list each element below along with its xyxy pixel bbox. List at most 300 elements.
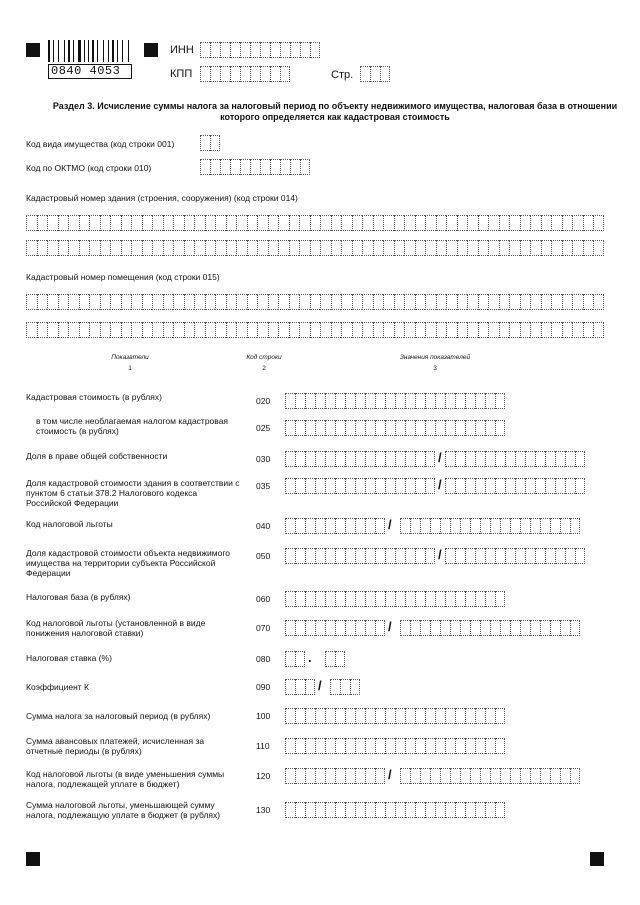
cell[interactable] [475, 420, 485, 436]
cell[interactable] [352, 215, 363, 231]
cell[interactable] [325, 548, 335, 564]
cell[interactable] [478, 322, 489, 338]
cell[interactable] [295, 548, 305, 564]
cell[interactable] [500, 620, 510, 636]
cell[interactable] [495, 802, 505, 818]
cell[interactable] [285, 548, 295, 564]
row-field-090-part2[interactable] [330, 679, 360, 695]
cell[interactable] [58, 294, 69, 310]
cell[interactable] [375, 451, 385, 467]
cell[interactable] [285, 708, 295, 724]
cell[interactable] [278, 322, 289, 338]
building-cadastral-field-2[interactable] [26, 240, 604, 256]
cell[interactable] [295, 393, 305, 409]
cell[interactable] [295, 679, 305, 695]
cell[interactable] [583, 322, 594, 338]
cell[interactable] [260, 66, 270, 82]
cell[interactable] [550, 620, 560, 636]
row-field-110[interactable] [285, 738, 505, 754]
cell[interactable] [163, 240, 174, 256]
cell[interactable] [210, 159, 220, 175]
cell[interactable] [310, 240, 321, 256]
cell[interactable] [335, 548, 345, 564]
cell[interactable] [520, 768, 530, 784]
cell[interactable] [163, 294, 174, 310]
cell[interactable] [310, 42, 320, 58]
cell[interactable] [215, 240, 226, 256]
cell[interactable] [335, 738, 345, 754]
cell[interactable] [415, 322, 426, 338]
row-field-030-part1[interactable] [285, 451, 435, 467]
cell[interactable] [352, 294, 363, 310]
cell[interactable] [488, 294, 499, 310]
cell[interactable] [355, 478, 365, 494]
cell[interactable] [505, 548, 515, 564]
cell[interactable] [415, 738, 425, 754]
cell[interactable] [475, 738, 485, 754]
cell[interactable] [200, 42, 210, 58]
cell[interactable] [295, 451, 305, 467]
cell[interactable] [300, 42, 310, 58]
cell[interactable] [415, 802, 425, 818]
cell[interactable] [505, 451, 515, 467]
cell[interactable] [467, 240, 478, 256]
cell[interactable] [295, 708, 305, 724]
cell[interactable] [305, 393, 315, 409]
cell[interactable] [365, 518, 375, 534]
cell[interactable] [593, 215, 604, 231]
cell[interactable] [26, 215, 37, 231]
cell[interactable] [295, 651, 305, 667]
cell[interactable] [572, 240, 583, 256]
cell[interactable] [450, 768, 460, 784]
inn-field[interactable] [200, 42, 320, 58]
cell[interactable] [173, 240, 184, 256]
cell[interactable] [285, 420, 295, 436]
cell[interactable] [345, 708, 355, 724]
cell[interactable] [290, 42, 300, 58]
cell[interactable] [385, 591, 395, 607]
cell[interactable] [509, 294, 520, 310]
cell[interactable] [380, 66, 390, 82]
cell[interactable] [485, 802, 495, 818]
cell[interactable] [435, 393, 445, 409]
cell[interactable] [415, 478, 425, 494]
cell[interactable] [285, 478, 295, 494]
cell[interactable] [173, 322, 184, 338]
cell[interactable] [435, 591, 445, 607]
cell[interactable] [285, 738, 295, 754]
cell[interactable] [315, 768, 325, 784]
cell[interactable] [345, 620, 355, 636]
cell[interactable] [415, 708, 425, 724]
cell[interactable] [335, 518, 345, 534]
cell[interactable] [550, 518, 560, 534]
cell[interactable] [425, 322, 436, 338]
cell[interactable] [315, 738, 325, 754]
cell[interactable] [485, 420, 495, 436]
cell[interactable] [355, 591, 365, 607]
cell[interactable] [89, 240, 100, 256]
cell[interactable] [383, 294, 394, 310]
cell[interactable] [485, 548, 495, 564]
cell[interactable] [278, 240, 289, 256]
cell[interactable] [457, 322, 468, 338]
cell[interactable] [572, 322, 583, 338]
cell[interactable] [355, 620, 365, 636]
cell[interactable] [257, 215, 268, 231]
cell[interactable] [420, 620, 430, 636]
cell[interactable] [278, 294, 289, 310]
cell[interactable] [395, 478, 405, 494]
cell[interactable] [68, 215, 79, 231]
cell[interactable] [465, 393, 475, 409]
cell[interactable] [236, 322, 247, 338]
cell[interactable] [395, 451, 405, 467]
row-field-120-part2[interactable] [400, 768, 580, 784]
cell[interactable] [551, 240, 562, 256]
cell[interactable] [345, 768, 355, 784]
cell[interactable] [465, 548, 475, 564]
cell[interactable] [205, 322, 216, 338]
cell[interactable] [405, 708, 415, 724]
cell[interactable] [270, 42, 280, 58]
cell[interactable] [100, 294, 111, 310]
cell[interactable] [355, 802, 365, 818]
cell[interactable] [415, 451, 425, 467]
cell[interactable] [593, 240, 604, 256]
cell[interactable] [325, 802, 335, 818]
cell[interactable] [478, 215, 489, 231]
cell[interactable] [530, 240, 541, 256]
cell[interactable] [142, 215, 153, 231]
cell[interactable] [315, 393, 325, 409]
cell[interactable] [250, 42, 260, 58]
cell[interactable] [404, 240, 415, 256]
cell[interactable] [446, 294, 457, 310]
cell[interactable] [435, 420, 445, 436]
cell[interactable] [470, 620, 480, 636]
cell[interactable] [445, 478, 455, 494]
cell[interactable] [68, 322, 79, 338]
cell[interactable] [395, 708, 405, 724]
cell[interactable] [210, 66, 220, 82]
cell[interactable] [485, 393, 495, 409]
cell[interactable] [131, 322, 142, 338]
cell[interactable] [425, 240, 436, 256]
cell[interactable] [345, 478, 355, 494]
cell[interactable] [295, 518, 305, 534]
cell[interactable] [545, 548, 555, 564]
row-field-080-part2[interactable] [325, 651, 345, 667]
cell[interactable] [236, 294, 247, 310]
cell[interactable] [475, 451, 485, 467]
cell[interactable] [365, 620, 375, 636]
cell[interactable] [47, 294, 58, 310]
cell[interactable] [535, 451, 545, 467]
cell[interactable] [435, 802, 445, 818]
cell[interactable] [593, 322, 604, 338]
cell[interactable] [404, 322, 415, 338]
cell[interactable] [285, 768, 295, 784]
cell[interactable] [345, 802, 355, 818]
cell[interactable] [194, 294, 205, 310]
cell[interactable] [570, 518, 580, 534]
cell[interactable] [465, 420, 475, 436]
page-number-field[interactable] [360, 66, 390, 82]
row-field-070-part2[interactable] [400, 620, 580, 636]
cell[interactable] [37, 215, 48, 231]
cell[interactable] [205, 215, 216, 231]
cell[interactable] [289, 322, 300, 338]
cell[interactable] [345, 591, 355, 607]
cell[interactable] [583, 240, 594, 256]
cell[interactable] [47, 322, 58, 338]
cell[interactable] [545, 478, 555, 494]
cell[interactable] [331, 294, 342, 310]
cell[interactable] [299, 322, 310, 338]
cell[interactable] [445, 420, 455, 436]
cell[interactable] [446, 240, 457, 256]
cell[interactable] [551, 294, 562, 310]
cell[interactable] [385, 548, 395, 564]
cell[interactable] [405, 393, 415, 409]
cell[interactable] [445, 548, 455, 564]
cell[interactable] [315, 548, 325, 564]
cell[interactable] [236, 240, 247, 256]
cell[interactable] [490, 518, 500, 534]
cell[interactable] [110, 322, 121, 338]
cell[interactable] [345, 451, 355, 467]
row-field-030-part2[interactable] [445, 451, 585, 467]
cell[interactable] [110, 294, 121, 310]
cell[interactable] [455, 708, 465, 724]
cell[interactable] [375, 708, 385, 724]
cell[interactable] [555, 478, 565, 494]
row-field-040-part2[interactable] [400, 518, 580, 534]
cell[interactable] [425, 451, 435, 467]
cell[interactable] [440, 768, 450, 784]
cell[interactable] [445, 591, 455, 607]
cell[interactable] [305, 420, 315, 436]
cell[interactable] [562, 294, 573, 310]
cell[interactable] [515, 548, 525, 564]
cell[interactable] [467, 294, 478, 310]
cell[interactable] [430, 768, 440, 784]
cell[interactable] [226, 322, 237, 338]
cell[interactable] [455, 548, 465, 564]
cell[interactable] [405, 548, 415, 564]
cell[interactable] [247, 240, 258, 256]
cell[interactable] [478, 294, 489, 310]
cell[interactable] [110, 215, 121, 231]
cell[interactable] [425, 215, 436, 231]
cell[interactable] [465, 478, 475, 494]
cell[interactable] [575, 548, 585, 564]
cell[interactable] [555, 451, 565, 467]
cell[interactable] [268, 322, 279, 338]
cell[interactable] [268, 294, 279, 310]
cell[interactable] [446, 215, 457, 231]
cell[interactable] [360, 66, 370, 82]
cell[interactable] [325, 451, 335, 467]
cell[interactable] [410, 768, 420, 784]
cell[interactable] [270, 159, 280, 175]
cell[interactable] [446, 322, 457, 338]
cell[interactable] [370, 66, 380, 82]
cell[interactable] [131, 294, 142, 310]
cell[interactable] [285, 802, 295, 818]
cell[interactable] [365, 548, 375, 564]
cell[interactable] [305, 591, 315, 607]
cell[interactable] [404, 215, 415, 231]
cell[interactable] [362, 240, 373, 256]
cell[interactable] [540, 768, 550, 784]
cell[interactable] [236, 215, 247, 231]
cell[interactable] [305, 679, 315, 695]
cell[interactable] [26, 240, 37, 256]
row-field-050-part1[interactable] [285, 548, 435, 564]
cell[interactable] [335, 620, 345, 636]
cell[interactable] [325, 620, 335, 636]
cell[interactable] [583, 215, 594, 231]
cell[interactable] [100, 240, 111, 256]
cell[interactable] [430, 620, 440, 636]
cell[interactable] [89, 215, 100, 231]
cell[interactable] [425, 591, 435, 607]
cell[interactable] [355, 708, 365, 724]
cell[interactable] [345, 548, 355, 564]
cell[interactable] [550, 768, 560, 784]
cell[interactable] [488, 240, 499, 256]
cell[interactable] [405, 420, 415, 436]
cell[interactable] [335, 451, 345, 467]
cell[interactable] [285, 393, 295, 409]
row-field-050-part2[interactable] [445, 548, 585, 564]
cell[interactable] [575, 478, 585, 494]
cell[interactable] [365, 591, 375, 607]
cell[interactable] [495, 451, 505, 467]
cell[interactable] [375, 548, 385, 564]
cell[interactable] [341, 240, 352, 256]
cell[interactable] [305, 708, 315, 724]
cell[interactable] [385, 738, 395, 754]
cell[interactable] [565, 478, 575, 494]
cell[interactable] [593, 294, 604, 310]
cell[interactable] [515, 451, 525, 467]
cell[interactable] [305, 451, 315, 467]
cell[interactable] [37, 322, 48, 338]
cell[interactable] [467, 322, 478, 338]
cell[interactable] [285, 451, 295, 467]
cell[interactable] [320, 294, 331, 310]
cell[interactable] [335, 768, 345, 784]
cell[interactable] [325, 591, 335, 607]
cell[interactable] [425, 738, 435, 754]
cell[interactable] [200, 66, 210, 82]
cell[interactable] [420, 518, 430, 534]
cell[interactable] [310, 215, 321, 231]
cell[interactable] [400, 620, 410, 636]
cell[interactable] [58, 215, 69, 231]
cell[interactable] [436, 215, 447, 231]
cell[interactable] [373, 215, 384, 231]
cell[interactable] [499, 215, 510, 231]
cell[interactable] [515, 478, 525, 494]
cell[interactable] [295, 802, 305, 818]
cell[interactable] [385, 478, 395, 494]
cell[interactable] [435, 708, 445, 724]
cell[interactable] [315, 420, 325, 436]
cell[interactable] [250, 66, 260, 82]
cell[interactable] [325, 768, 335, 784]
cell[interactable] [79, 240, 90, 256]
property-type-field[interactable] [200, 135, 220, 151]
row-field-080-part1[interactable] [285, 651, 305, 667]
cell[interactable] [152, 294, 163, 310]
cell[interactable] [345, 393, 355, 409]
cell[interactable] [215, 215, 226, 231]
cell[interactable] [184, 215, 195, 231]
cell[interactable] [295, 591, 305, 607]
cell[interactable] [467, 215, 478, 231]
cell[interactable] [470, 768, 480, 784]
cell[interactable] [375, 620, 385, 636]
cell[interactable] [465, 451, 475, 467]
cell[interactable] [89, 322, 100, 338]
row-field-070-part1[interactable] [285, 620, 385, 636]
cell[interactable] [495, 393, 505, 409]
cell[interactable] [365, 802, 375, 818]
cell[interactable] [565, 451, 575, 467]
cell[interactable] [305, 548, 315, 564]
cell[interactable] [415, 294, 426, 310]
cell[interactable] [163, 215, 174, 231]
cell[interactable] [289, 215, 300, 231]
cell[interactable] [289, 240, 300, 256]
cell[interactable] [110, 240, 121, 256]
cell[interactable] [485, 591, 495, 607]
cell[interactable] [510, 518, 520, 534]
cell[interactable] [545, 451, 555, 467]
cell[interactable] [455, 591, 465, 607]
cell[interactable] [460, 518, 470, 534]
row-field-060[interactable] [285, 591, 505, 607]
cell[interactable] [341, 215, 352, 231]
cell[interactable] [131, 240, 142, 256]
cell[interactable] [375, 768, 385, 784]
cell[interactable] [455, 738, 465, 754]
cell[interactable] [375, 478, 385, 494]
cell[interactable] [375, 518, 385, 534]
cell[interactable] [435, 738, 445, 754]
cell[interactable] [465, 738, 475, 754]
cell[interactable] [475, 591, 485, 607]
cell[interactable] [362, 294, 373, 310]
cell[interactable] [299, 294, 310, 310]
cell[interactable] [215, 294, 226, 310]
cell[interactable] [142, 322, 153, 338]
cell[interactable] [475, 548, 485, 564]
cell[interactable] [395, 420, 405, 436]
cell[interactable] [395, 802, 405, 818]
cell[interactable] [362, 215, 373, 231]
cell[interactable] [562, 240, 573, 256]
cell[interactable] [535, 478, 545, 494]
cell[interactable] [295, 738, 305, 754]
cell[interactable] [325, 478, 335, 494]
cell[interactable] [485, 738, 495, 754]
